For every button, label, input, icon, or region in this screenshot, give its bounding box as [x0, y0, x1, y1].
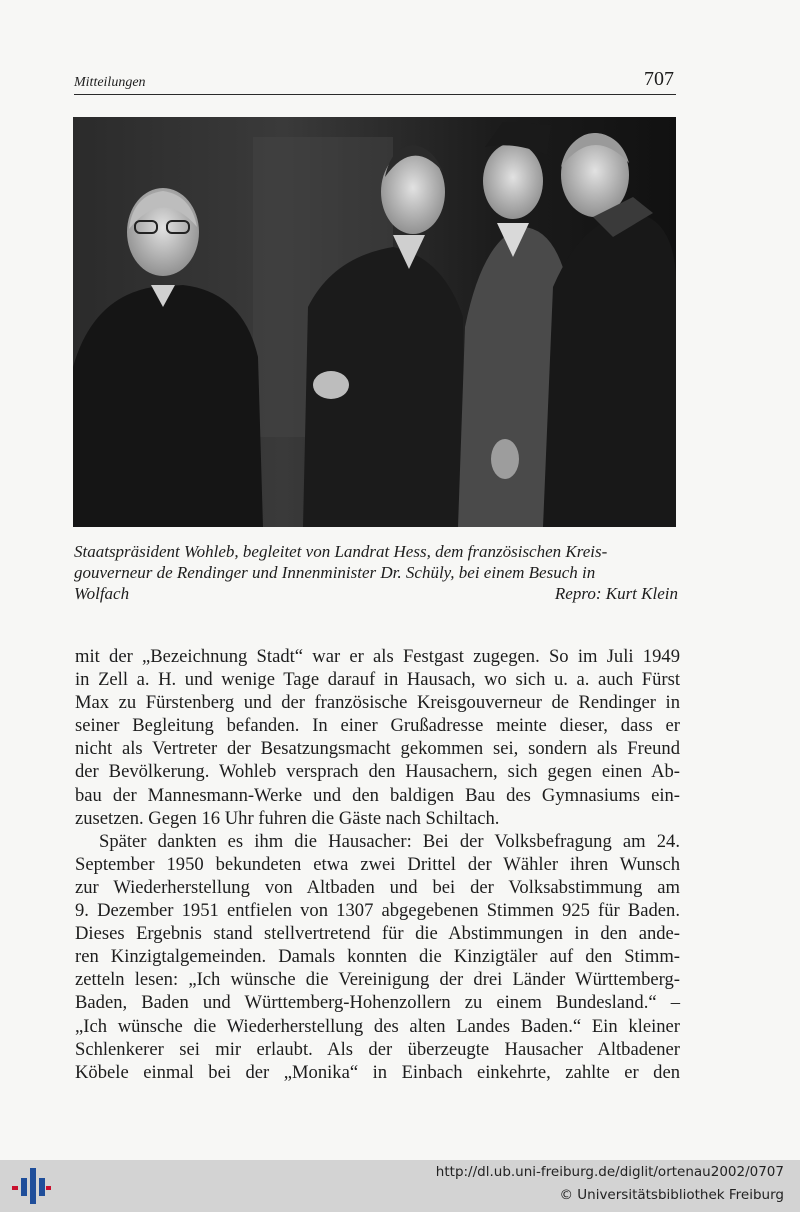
- text-line: nicht als Vertreter der Besatzungsmacht gekommen sei, sondern als Freund: [75, 738, 680, 760]
- photo-illustration: [73, 117, 676, 527]
- text-line: Max zu Fürstenberg und der französische Kreisgouverneur de Rendinger in: [75, 692, 680, 714]
- copyright-text: © Universitätsbibliothek Freiburg: [559, 1187, 784, 1203]
- text-line: „Ich wünsche die Wiederherstellung des alten Landes Baden.“ Ein kleiner: [75, 1015, 680, 1037]
- text-line: September 1950 bekundeten etwa zwei Drittel der Wähler ihren Wunsch: [75, 853, 680, 875]
- text-line: Später dankten es ihm die Hausacher: Bei der Volksbefragung am 24.: [99, 830, 680, 852]
- text-line: Schlenkerer sei mir erlaubt. Als der überzeugte Hausacher Altbadener: [75, 1038, 680, 1060]
- caption-place: Wolfach: [74, 584, 130, 603]
- text-line: in Zell a. H. und wenige Tage darauf in Hausach, wo sich u. a. auch Fürst: [75, 669, 680, 691]
- caption-line: gouverneur de Rendinger und Innenminister Dr. Schüly, bei einem Besuch in: [74, 563, 596, 582]
- ub-freiburg-logo-icon: [10, 1166, 52, 1206]
- text-line: mit der „Bezeichnung Stadt“ war er als Festgast zugegen. So im Juli 1949: [75, 646, 680, 667]
- page-number: 707: [644, 68, 674, 90]
- body-text: [75, 645, 680, 1084]
- photo-caption: [74, 541, 678, 604]
- text-line: bau der Mannesmann-Werke und den baldigen Bau des Gymnasiums ein-: [75, 784, 680, 806]
- source-url-link[interactable]: http://dl.ub.uni-freiburg.de/diglit/ortenau2002/0707: [435, 1164, 784, 1180]
- text-line: zur Wiederherstellung von Altbaden und bei der Volksabstimmung am: [75, 876, 680, 898]
- caption-line: Staatspräsident Wohleb, begleitet von Landrat Hess, dem französischen Kreis-: [74, 542, 608, 561]
- photo-credit: Repro: Kurt Klein: [554, 584, 678, 603]
- text-line: Köbele einmal bei der „Monika“ in Einbach einkehrte, zahlte er den: [75, 1061, 680, 1083]
- text-line: Baden, Baden und Württemberg-Hohenzollern zu einem Bundesland.“ –: [75, 992, 680, 1014]
- footer-bar: [0, 1160, 800, 1212]
- text-line: zetteln lesen: „Ich wünsche die Vereinigung der drei Länder Württemberg-: [75, 969, 680, 991]
- caption-credit-line: [74, 583, 678, 604]
- text-line: ren Kinzigtalgemeinden. Damals konnten die Kinzigtäler auf den Stimm-: [75, 946, 680, 968]
- running-head: [74, 64, 676, 95]
- historic-photo: [73, 117, 676, 527]
- text-line: Dieses Ergebnis stand stellvertretend für die Abstimmungen in den ande-: [75, 923, 680, 945]
- text-line: 9. Dezember 1951 entfielen von 1307 abgegebenen Stimmen 925 für Baden.: [75, 900, 680, 922]
- section-title: Mitteilungen: [74, 75, 146, 90]
- text-line: zusetzen. Gegen 16 Uhr fuhren die Gäste nach Schiltach.: [75, 807, 500, 829]
- text-line: der Bevölkerung. Wohleb versprach den Hausachern, sich gegen einen Ab-: [75, 761, 680, 783]
- text-line: seiner Begleitung befanden. In einer Grußadresse meinte dieser, dass er: [75, 715, 680, 737]
